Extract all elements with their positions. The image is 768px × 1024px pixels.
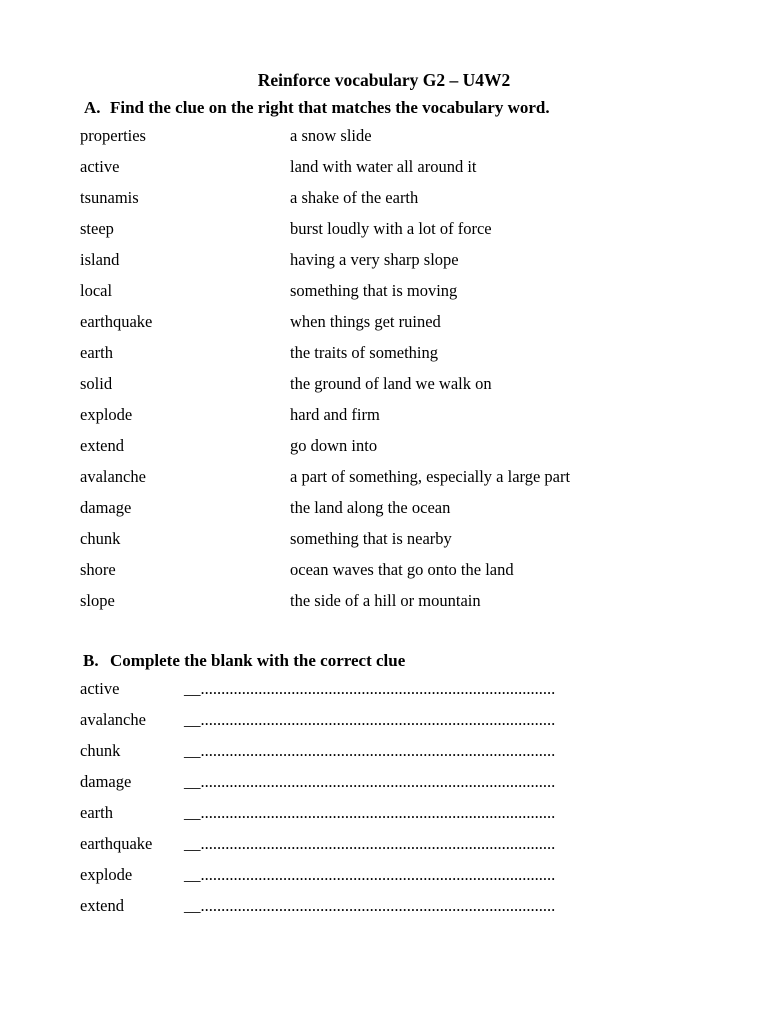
clue-text: the traits of something (290, 343, 439, 362)
match-row (0, 497, 768, 519)
section-a-heading (84, 97, 550, 119)
clue-text: a snow slide (290, 126, 372, 145)
blank-row (0, 802, 768, 824)
answer-blank[interactable]: __...................................................................................... (184, 834, 556, 853)
vocabulary-word: extend (80, 436, 124, 455)
blank-row (0, 771, 768, 793)
blank-row (0, 740, 768, 762)
section-a-letter: A. (84, 98, 101, 117)
vocabulary-word: extend (80, 896, 124, 915)
clue-text: land with water all around it (290, 157, 477, 176)
vocabulary-word: local (80, 281, 113, 300)
answer-blank[interactable]: __...................................................................................... (184, 741, 556, 760)
vocabulary-word: earthquake (80, 834, 153, 853)
clue-text: a part of something, especially a large part (290, 467, 571, 486)
clue-text: something that is nearby (290, 529, 452, 548)
match-row (0, 373, 768, 395)
vocabulary-word: earthquake (80, 312, 153, 331)
vocabulary-word: explode (80, 405, 133, 424)
match-row (0, 125, 768, 147)
match-row (0, 435, 768, 457)
match-row (0, 528, 768, 550)
match-row (0, 342, 768, 364)
vocabulary-word: chunk (80, 741, 121, 760)
match-row (0, 590, 768, 612)
answer-blank[interactable]: __...................................................................................... (184, 710, 556, 729)
answer-blank[interactable]: __...................................................................................... (184, 679, 556, 698)
match-row (0, 311, 768, 333)
blank-row (0, 895, 768, 917)
vocabulary-word: avalanche (80, 467, 146, 486)
blank-row (0, 678, 768, 700)
match-row (0, 249, 768, 271)
blank-row (0, 833, 768, 855)
clue-text: ocean waves that go onto the land (290, 560, 514, 579)
vocabulary-word: earth (80, 343, 113, 362)
answer-blank[interactable]: __...................................................................................... (184, 803, 556, 822)
vocabulary-word: explode (80, 865, 133, 884)
clue-text: having a very sharp slope (290, 250, 459, 269)
answer-blank[interactable]: __...................................................................................... (184, 865, 556, 884)
clue-text: hard and firm (290, 405, 380, 424)
clue-text: the side of a hill or mountain (290, 591, 481, 610)
clue-text: the ground of land we walk on (290, 374, 492, 393)
section-b-heading (83, 650, 405, 672)
worksheet-title: Reinforce vocabulary G2 – U4W2 (257, 70, 511, 90)
clue-text: the land along the ocean (290, 498, 451, 517)
match-row (0, 280, 768, 302)
section-a-instruction: Find the clue on the right that matches the vocabulary word. (110, 98, 550, 117)
clue-text: something that is moving (290, 281, 458, 300)
vocabulary-word: damage (80, 498, 132, 517)
clue-text: when things get ruined (290, 312, 441, 331)
vocabulary-word: slope (80, 591, 115, 610)
clue-text: burst loudly with a lot of force (290, 219, 492, 238)
vocabulary-word: island (80, 250, 120, 269)
vocabulary-word: avalanche (80, 710, 146, 729)
section-b-instruction: Complete the blank with the correct clue (110, 651, 406, 670)
clue-text: go down into (290, 436, 378, 455)
vocabulary-word: damage (80, 772, 132, 791)
clue-text: a shake of the earth (290, 188, 419, 207)
match-row (0, 187, 768, 209)
match-row (0, 466, 768, 488)
answer-blank[interactable]: __...................................................................................... (184, 772, 556, 791)
vocabulary-word: earth (80, 803, 113, 822)
match-row (0, 156, 768, 178)
match-row (0, 218, 768, 240)
vocabulary-word: tsunamis (80, 188, 139, 207)
match-row (0, 559, 768, 581)
section-b-letter: B. (83, 651, 99, 670)
vocabulary-word: steep (80, 219, 114, 238)
vocabulary-word: active (80, 157, 120, 176)
blank-row (0, 709, 768, 731)
vocabulary-word: shore (80, 560, 116, 579)
match-row (0, 404, 768, 426)
vocabulary-word: properties (80, 126, 146, 145)
blank-row (0, 864, 768, 886)
vocabulary-word: chunk (80, 529, 121, 548)
vocabulary-word: active (80, 679, 120, 698)
answer-blank[interactable]: __...................................................................................... (184, 896, 556, 915)
vocabulary-word: solid (80, 374, 113, 393)
